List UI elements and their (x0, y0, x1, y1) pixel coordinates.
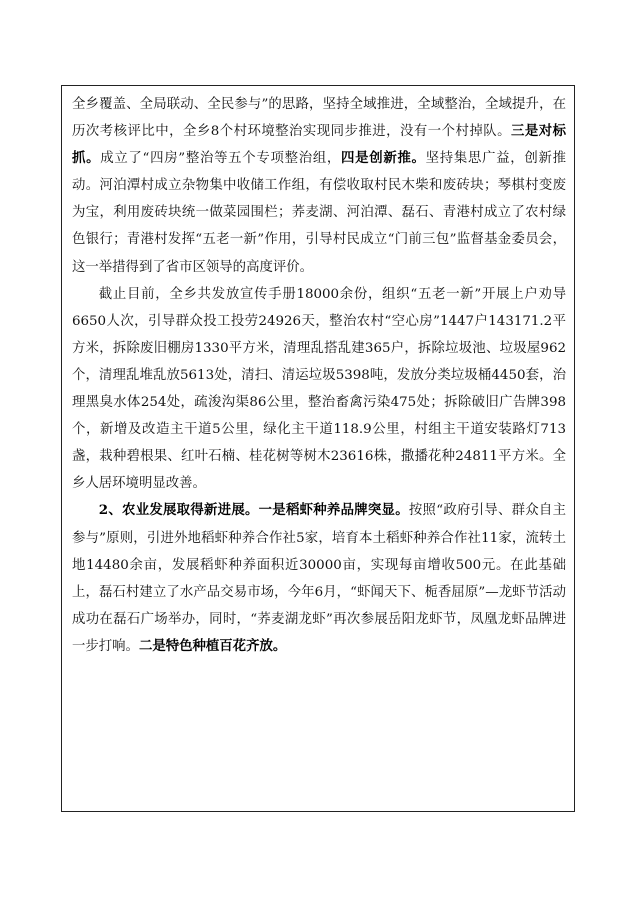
text-run: 截止目前，全乡共发放宣传手册18000余份，组织“五老一新”开展上户劝导6650人次，引导群众投工投劳24926天，整治农村“空心房”1447户143171.2平方米，拆除废旧棚房1330平方米，清理乱搭乱建365户，拆除垃圾池、垃圾屋962个，清理乱堆乱放5613处，清扫、清运垃圾5398吨，发放分类垃圾桶4450套，治理黑臭水体254处，疏浚沟渠86公里，整治畜禽污染475处；拆除破旧广告牌398个，新增及改造主干道5公里，绿化主干道118.9公里，村组主干道安装路灯713盏，栽种碧根果、红叶石楠、桂花树等树木23616株，撒播花种24811平方米。全乡人居环境明显改善。 (72, 286, 566, 492)
heading-specialty-planting: 二是特色种植百花齐放。 (138, 637, 287, 654)
heading-innovation: 四是创新推。 (341, 150, 426, 167)
document-frame (61, 85, 575, 812)
text-run: 按照“政府引导、群众自主参与”原则，引进外地稻虾种养合作社5家，培育本土稻虾种养合作社11家，流转土地14480余亩，发展稻虾种养面积近30000亩，实现每亩增收500元。在此基础上，磊石村建立了水产品交易市场，今年6月，“虾闻天下、栀香屈原”—龙虾节活动成功在磊石广场举办，同时，“荞麦湖龙虾”再次参展岳阳龙虾节，凤凰龙虾品牌进一步打响。 (72, 503, 566, 654)
text-run: 坚持集思广益，创新推动。河泊潭村成立杂物集中收储工作组，有偿收取村民木柴和废砖块；琴棋村变废为宝，利用废砖块统一做菜园围栏；荞麦湖、河泊潭、磊石、青港村成立了农村绿色银行；青港村发挥“五老一新”作用，引导村民成立“门前三包”监督基金委员会，这一举措得到了省市区领导的高度评价。 (72, 151, 567, 275)
paragraph-environment-measures (72, 91, 566, 281)
paragraph-statistics (72, 281, 566, 498)
text-run: 全乡覆盖、全局联动、全民参与”的思路，坚持全域推进，全域整治，全域提升，在历次考核评比中，全乡8个村环境整治实现同步推进，没有一个村掉队。 (72, 97, 566, 140)
paragraph-agriculture (72, 497, 566, 660)
document-body (72, 91, 566, 660)
heading-benchmark: 三是对标抓。 (72, 123, 566, 167)
text-run: 成立了“四房”整治等五个专项整治组， (100, 151, 342, 167)
heading-agriculture: 2、农业发展取得新进展。一是稻虾种养品牌突显。 (98, 502, 409, 519)
